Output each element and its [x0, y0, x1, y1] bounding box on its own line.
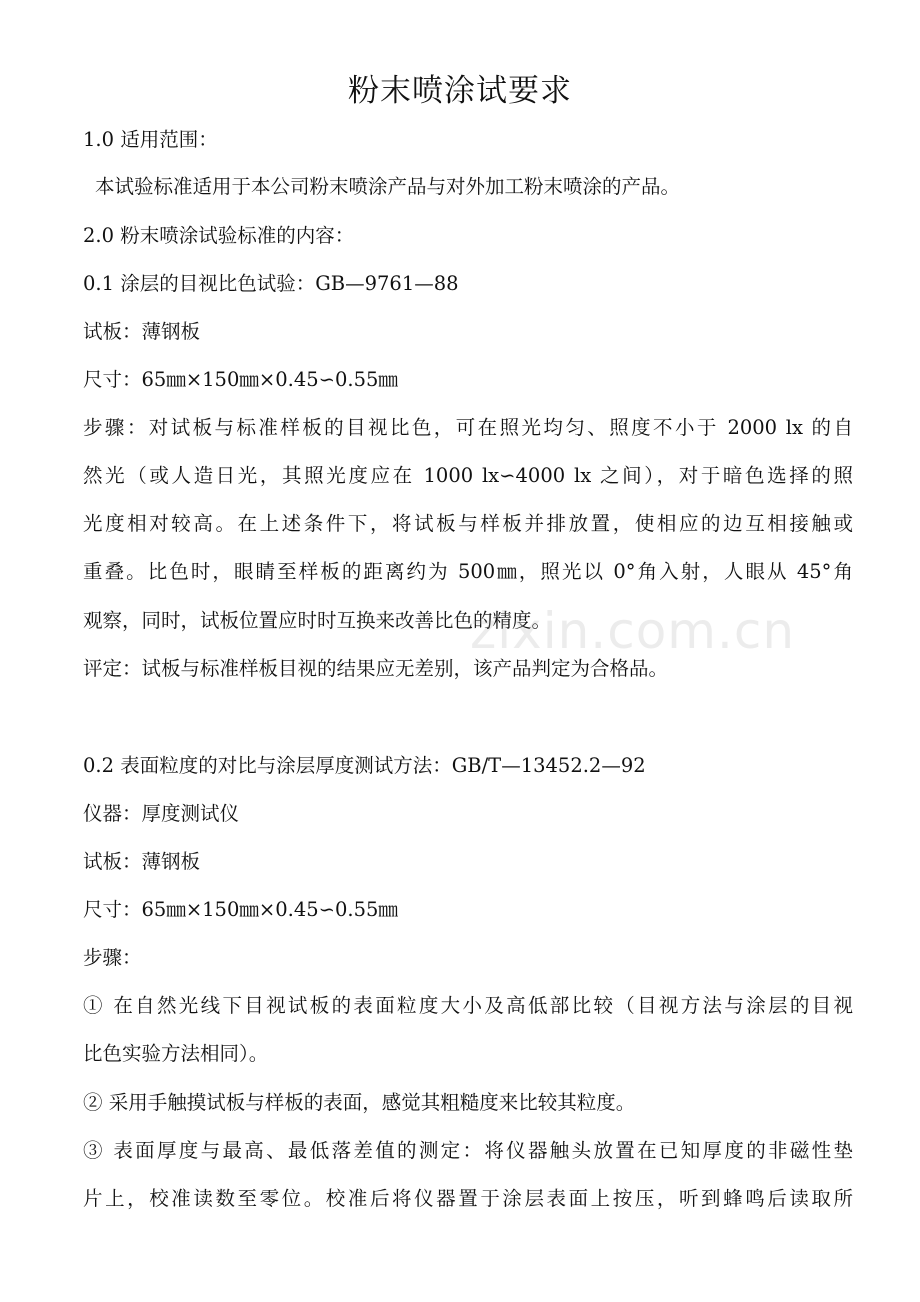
- subsection-heading-thickness: 0.2 表面粒度的对比与涂层厚度测试方法：GB/T—13452.2—92: [83, 754, 646, 777]
- text-line: 比色实验方法相同）。: [83, 1042, 269, 1065]
- text-line: 尺寸：65㎜×150㎜×0.45∽0.55㎜: [83, 898, 398, 921]
- text-line: ③ 表面厚度与最高、最低落差值的测定：将仪器触头放置在已知厚度的非磁性垫: [83, 1139, 853, 1162]
- text-line: 观察，同时，试板位置应时时互换来改善比色的精度。: [83, 609, 552, 632]
- text-line: 尺寸：65㎜×150㎜×0.45∽0.55㎜: [83, 368, 398, 391]
- document-title: 粉末喷涂试要求: [348, 73, 572, 109]
- section-heading-scope: 1.0 适用范围：: [83, 128, 218, 151]
- text-line: 步骤：对试板与标准样板的目视比色，可在照光均匀、照度不小于 2000 lx 的自: [83, 416, 853, 439]
- text-line: ① 在自然光线下目视试板的表面粒度大小及高低部比较（目视方法与涂层的目视: [83, 994, 853, 1017]
- section-heading-content: 2.0 粉末喷涂试验标准的内容：: [83, 224, 355, 247]
- text-line: 步骤：: [83, 946, 142, 969]
- text-line: 片上，校准读数至零位。校准后将仪器置于涂层表面上按压，听到蜂鸣后读取所: [83, 1187, 853, 1210]
- text-line: 光度相对较高。在上述条件下，将试板与样板并排放置，使相应的边互相接触或: [83, 512, 853, 535]
- text-line: ② 采用手触摸试板与样板的表面，感觉其粗糙度来比较其粒度。: [83, 1091, 636, 1114]
- text-line: 仪器：厚度测试仪: [83, 802, 240, 825]
- watermark: zixin.com.cn: [470, 602, 796, 660]
- text-line: 重叠。比色时，眼睛至样板的距离约为 500㎜，照光以 0°角入射，人眼从 45°角: [83, 560, 853, 583]
- text-line: 试板：薄钢板: [83, 320, 201, 343]
- text-line: 然光（或人造日光，其照光度应在 1000 lx∽4000 lx 之间），对于暗色选择的照: [83, 464, 853, 487]
- text-line: 试板：薄钢板: [83, 850, 201, 873]
- paragraph-scope: 本试验标准适用于本公司粉末喷涂产品与对外加工粉末喷涂的产品。: [95, 175, 681, 198]
- text-line: 评定：试板与标准样板目视的结果应无差别，该产品判定为合格品。: [83, 657, 669, 680]
- subsection-heading-color: 0.1 涂层的目视比色试验：GB—9761—88: [83, 272, 459, 295]
